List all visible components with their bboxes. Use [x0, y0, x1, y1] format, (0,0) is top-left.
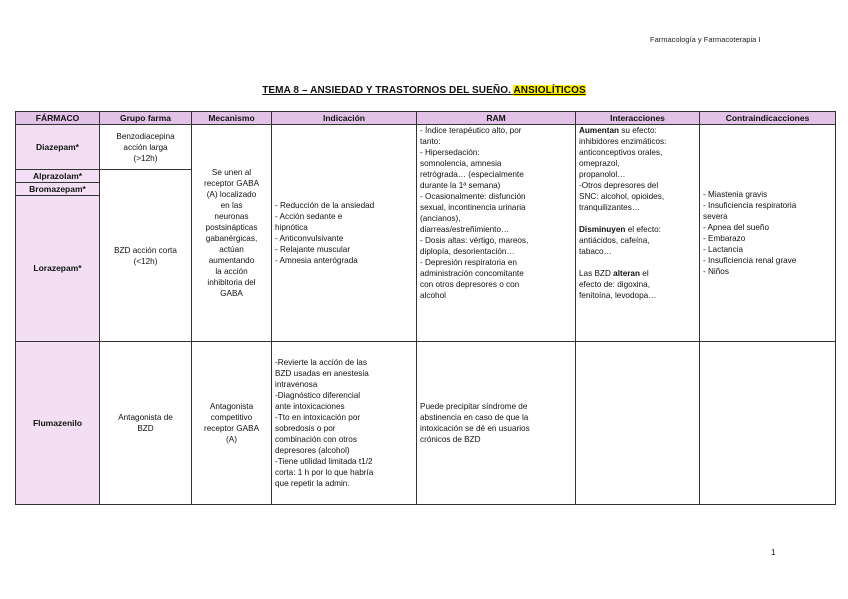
text-line: -Tto en intoxicación por — [275, 413, 361, 422]
text-line: severa — [703, 212, 728, 221]
text-line: gabanérgicas, — [205, 234, 258, 243]
text-line: neuronas — [214, 212, 249, 221]
grupo-corta — [100, 170, 192, 342]
spacer — [579, 213, 696, 224]
page-number: 1 — [771, 548, 776, 557]
text-line: - Insuficiencia respiratoria — [703, 201, 797, 210]
text-line: que repetir la admin. — [275, 479, 350, 488]
text-line: intravenosa — [275, 380, 318, 389]
text-line: BZD acción corta — [114, 245, 177, 255]
text-line: - Ocasionalmente: disfunción — [420, 192, 526, 201]
text-line: sobredosis o por — [275, 424, 336, 433]
text-line: aumentando — [208, 256, 255, 265]
text-line: combinación con otros — [275, 435, 357, 444]
text-line: tanto: — [420, 137, 441, 146]
text-line: con otros depresores o con — [420, 280, 520, 289]
col-header-interacciones: Interacciones — [576, 112, 700, 125]
text-line: competitivo — [210, 413, 253, 422]
page-title — [0, 85, 848, 96]
indicacion-bzd — [272, 125, 417, 342]
text-line: receptor GABA — [203, 424, 260, 433]
text-line: SNC: alcohol, opioides, — [579, 192, 665, 201]
text-line: - Embarazo — [703, 234, 746, 243]
indicacion-flumazenilo — [272, 342, 417, 505]
text-line: Puede precipitar síndrome de — [420, 402, 528, 411]
table-header-row — [16, 112, 836, 125]
text-line: intoxicación se dé en usuarios — [420, 424, 530, 433]
col-header-farmaco: FÁRMACO — [16, 112, 100, 125]
alteran-line — [579, 268, 696, 279]
text-line: fenitoína, levodopa… — [579, 291, 657, 300]
text-line: GABA — [220, 289, 243, 298]
mecanismo-bzd — [192, 125, 272, 342]
text-line: -Tiene utilidad limitada t1/2 — [275, 457, 373, 466]
text-line: tabaco… — [579, 247, 612, 256]
text-line: - Amnesia anterógrada — [275, 256, 358, 265]
title-highlight: ANSIOLÍTICOS — [513, 85, 586, 96]
text-fragment: Las BZD — [579, 269, 614, 278]
drug-bromazepam: Bromazepam* — [16, 183, 100, 196]
interacciones-flumazenilo — [576, 342, 700, 505]
text-line: acción larga — [123, 142, 168, 152]
text-line: somnolencia, amnesia — [420, 159, 502, 168]
text-line: sexual, incontinencia urinaria — [420, 203, 526, 212]
text-line: abstinencia en caso de que la — [420, 413, 529, 422]
text-line: retrógrada… (especialmente — [420, 170, 524, 179]
contraindicaciones-flumazenilo — [700, 342, 836, 505]
disminuyen-line — [579, 224, 696, 235]
text-line: propanolol… — [579, 170, 626, 179]
interacciones-bzd — [576, 125, 700, 342]
spacer — [579, 257, 696, 268]
text-line: Benzodiacepina — [116, 131, 175, 141]
text-line: - Reducción de la ansiedad — [275, 201, 375, 210]
text-line: hipnótica — [275, 223, 308, 232]
drug-flumazenilo: Flumazenilo — [16, 342, 100, 505]
text-line: diplopía, desorientación… — [420, 247, 515, 256]
grupo-flumazenilo — [100, 342, 192, 505]
ram-flumazenilo — [417, 342, 576, 505]
text-line: - Índice terapéutico alto, por — [420, 126, 522, 135]
aumentan-line — [579, 125, 696, 136]
text-line: -Otros depresores del — [579, 181, 659, 190]
contraindicaciones-bzd — [700, 125, 836, 342]
col-header-mecanismo: Mecanismo — [192, 112, 272, 125]
text-line: - Dosis altas: vértigo, mareos, — [420, 236, 529, 245]
text-line: (A) — [226, 435, 237, 444]
text-line: Antagonista de — [118, 413, 173, 422]
table-row — [16, 125, 836, 170]
text-line: administración concomitante — [420, 269, 524, 278]
text-line: (ancianos), — [420, 214, 461, 223]
aumentan-keyword: Aumentan — [579, 126, 620, 135]
text-line: - Relajante muscular — [275, 245, 351, 254]
text-line: efecto de: digoxina, — [579, 280, 651, 289]
table-row — [16, 342, 836, 505]
course-header: Farmacología y Farmacoterapia I — [650, 35, 761, 44]
text-line: - Insuficiencia renal grave — [703, 256, 797, 265]
text-line: BZD usadas en anestesia — [275, 369, 369, 378]
text-line: en las — [220, 201, 243, 210]
text-fragment: el — [640, 269, 649, 278]
text-line: inhibidores enzimáticos: — [579, 137, 667, 146]
text-line: - Depresión respiratoria en — [420, 258, 517, 267]
text-line: - Acción sedante e — [275, 212, 343, 221]
text-line: postsinápticas — [205, 223, 258, 232]
disminuyen-keyword: Disminuyen — [579, 225, 626, 234]
text-line: omeprazol, — [579, 159, 620, 168]
drug-table — [15, 111, 836, 505]
col-header-grupo: Grupo farma — [100, 112, 192, 125]
text-line: - Apnea del sueño — [703, 223, 770, 232]
text-fragment: su efecto: — [619, 126, 657, 135]
text-line: (A) localizado — [206, 190, 257, 199]
drug-lorazepam: Lorazepam* — [16, 196, 100, 342]
text-line: antiácidos, cafeína, — [579, 236, 650, 245]
text-line: -Diagnóstico diferencial — [275, 391, 361, 400]
text-line: la acción — [215, 267, 248, 276]
drug-diazepam: Diazepam* — [16, 125, 100, 170]
text-line: anticonceptivos orales, — [579, 148, 663, 157]
ram-bzd — [417, 125, 576, 342]
drug-alprazolam: Alprazolam* — [16, 170, 100, 183]
text-line: receptor GABA — [203, 179, 260, 188]
text-line: - Miastenia gravis — [703, 190, 768, 199]
text-line: (>12h) — [133, 153, 158, 163]
text-line: - Niños — [703, 267, 729, 276]
text-line: depresores (alcohol) — [275, 446, 350, 455]
mecanismo-flumazenilo — [192, 342, 272, 505]
text-line: actúan — [219, 245, 244, 254]
text-line: alcohol — [420, 291, 446, 300]
col-header-contraindicaciones: Contraindicacciones — [700, 112, 836, 125]
text-line: BZD — [137, 424, 154, 433]
grupo-diazepam — [100, 125, 192, 170]
alteran-keyword: alteran — [613, 269, 640, 278]
text-line: Se unen al — [211, 168, 252, 177]
text-line: tranquilizantes… — [579, 203, 640, 212]
text-line: diarreas/estreñimiento… — [420, 225, 510, 234]
col-header-indicacion: Indicación — [272, 112, 417, 125]
text-line: corta: 1 h por lo que habría — [275, 468, 374, 477]
text-line: - Hipersedación: — [420, 148, 480, 157]
title-prefix: TEMA 8 – ANSIEDAD Y TRASTORNOS DEL SUEÑO. — [262, 85, 514, 96]
text-line: Antagonista — [209, 402, 254, 411]
text-line: (<12h) — [133, 256, 158, 266]
text-line: ante intoxicaciones — [275, 402, 345, 411]
text-line: inhibitoria del — [207, 278, 256, 287]
col-header-ram: RAM — [417, 112, 576, 125]
text-line: -Revierte la acción de las — [275, 358, 367, 367]
text-line: crónicos de BZD — [420, 435, 481, 444]
text-line: - Anticonvulsivante — [275, 234, 344, 243]
text-line: - Lactancia — [703, 245, 744, 254]
text-fragment: el efecto: — [625, 225, 661, 234]
text-line: durante la 1ª semana) — [420, 181, 501, 190]
